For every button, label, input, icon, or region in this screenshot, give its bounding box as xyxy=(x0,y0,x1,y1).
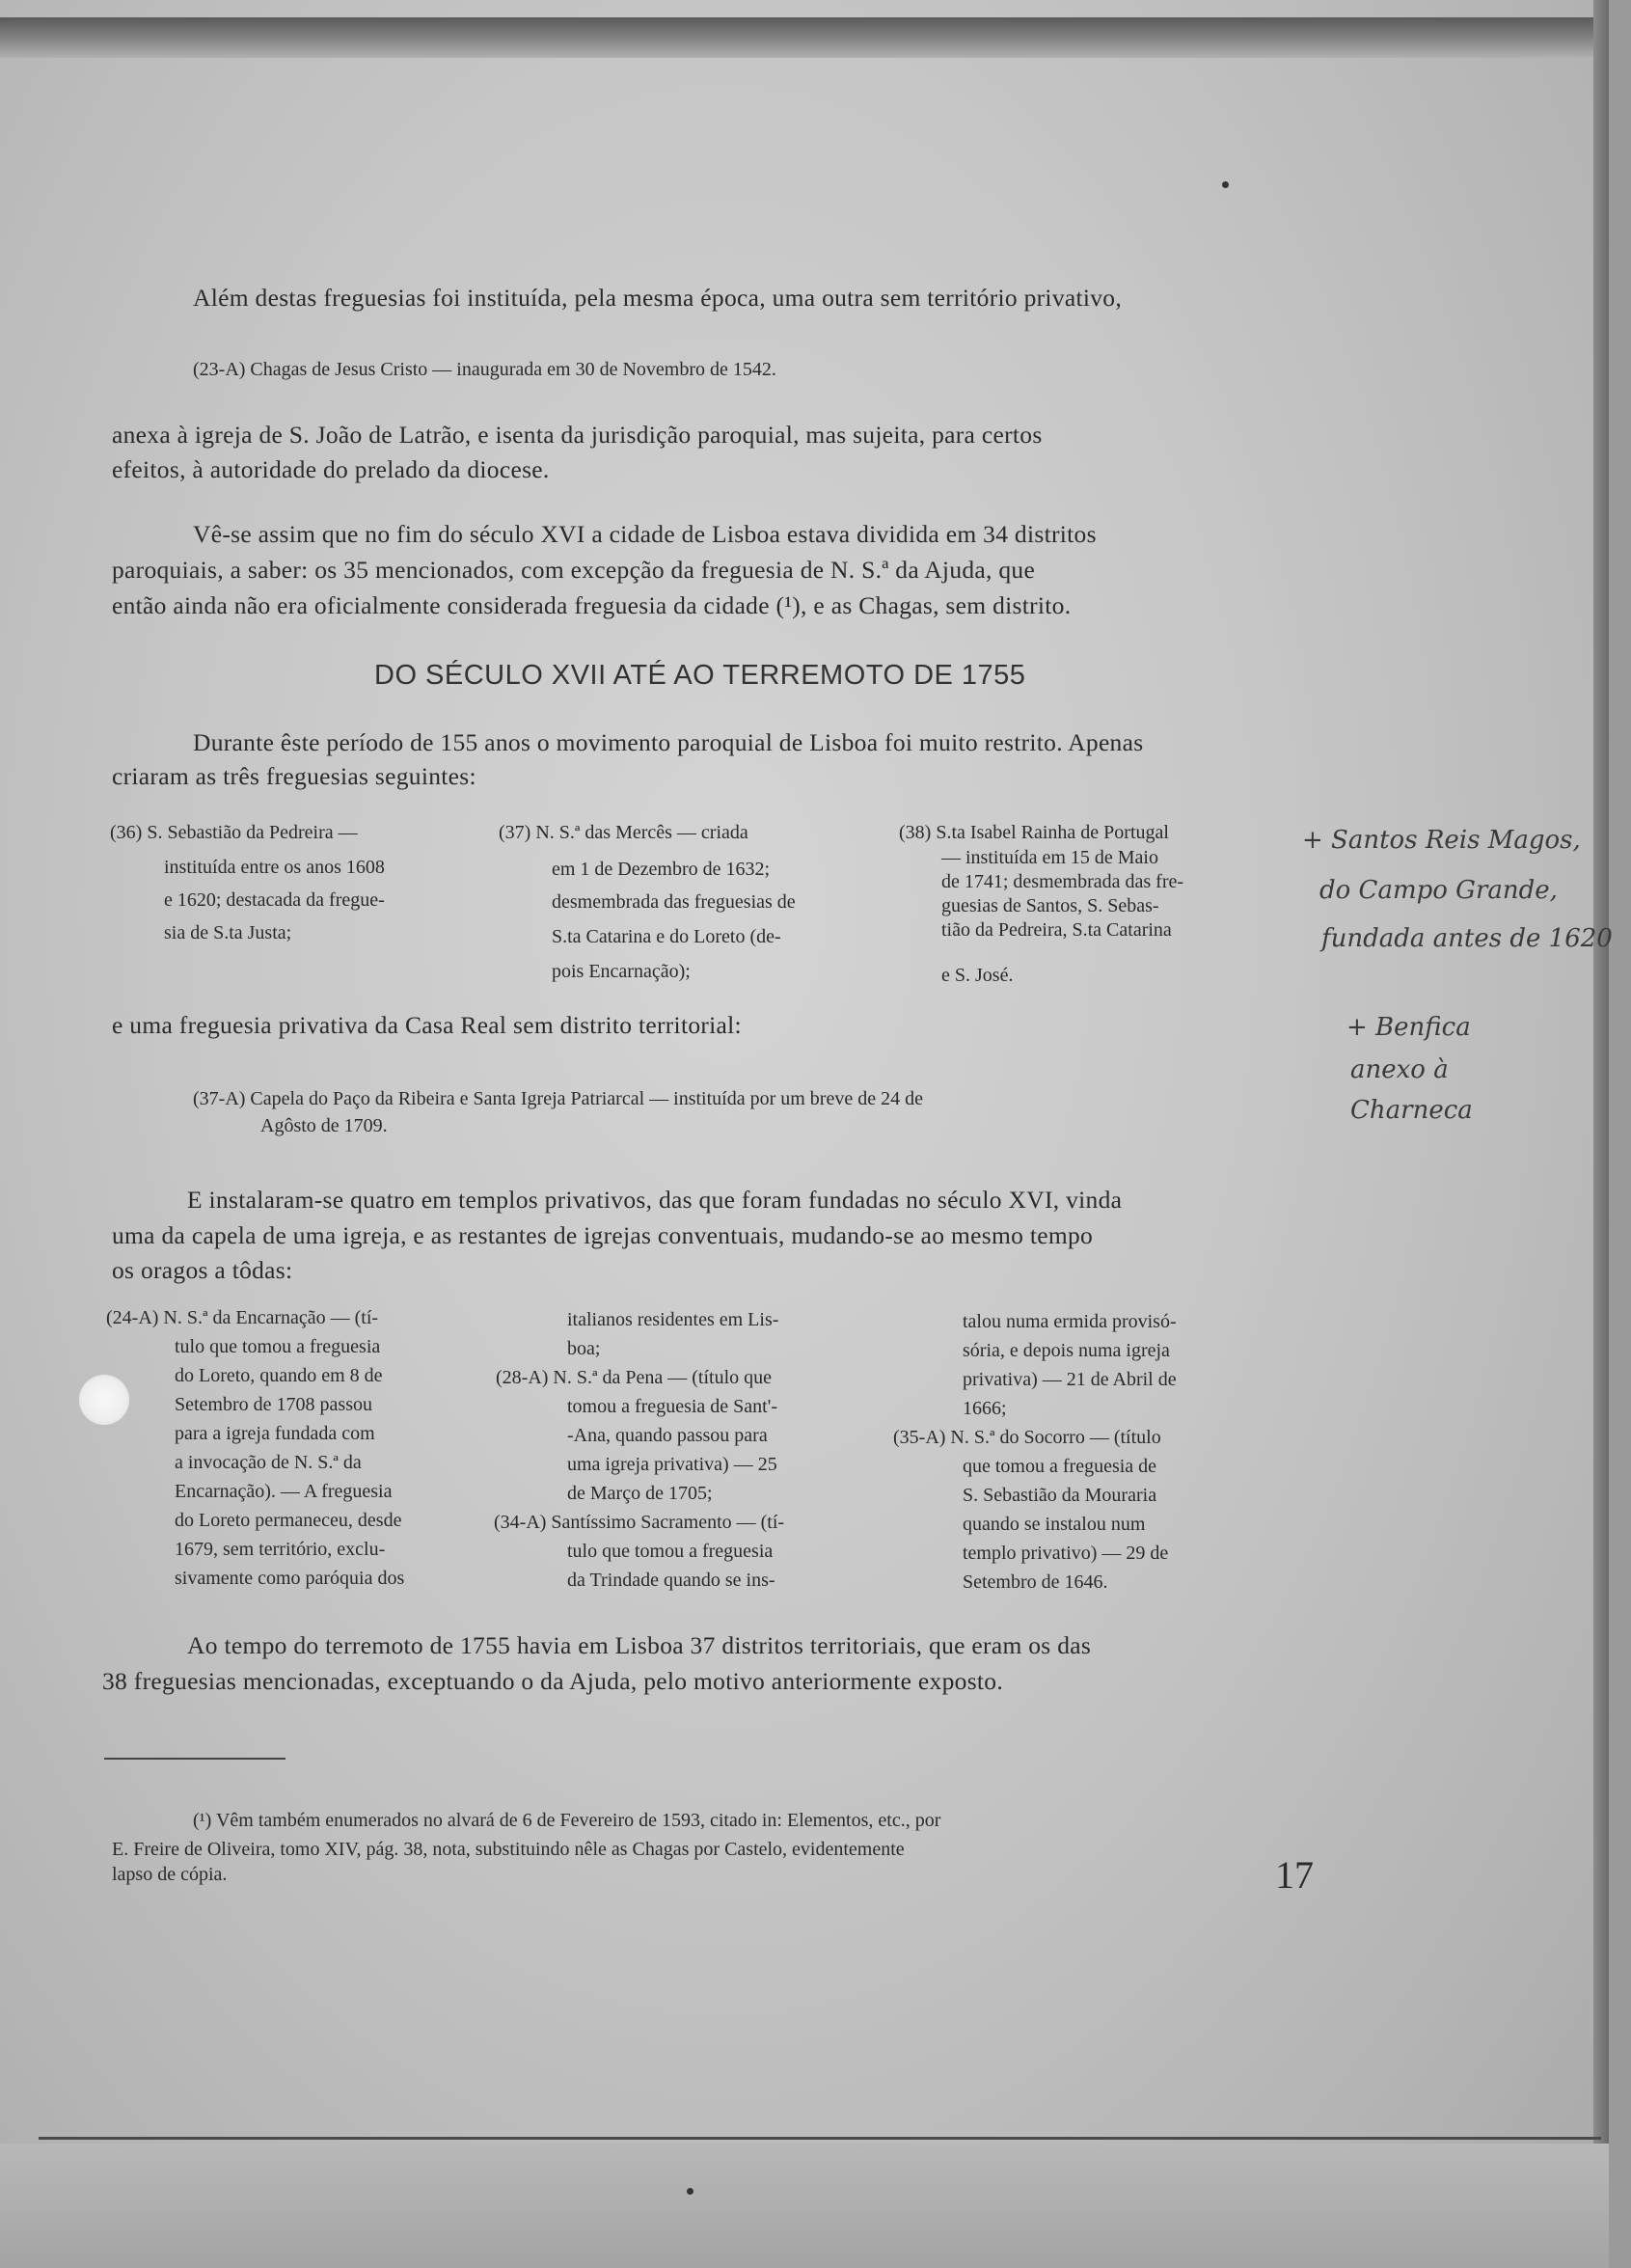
list-line: guesias de Santos, S. Sebas- xyxy=(941,895,1159,916)
list-line: Setembro de 1646. xyxy=(963,1571,1108,1593)
para2-line-3: então ainda não era oficialmente considerada freguesia da cidade (¹), e as Chagas, sem distrito. xyxy=(112,591,1072,619)
list-line: (28-A) N. S.ª da Pena — (título que xyxy=(496,1367,773,1388)
list-line: privativa) — 21 de Abril de xyxy=(963,1369,1177,1390)
para5-line-3: os oragos a tôdas: xyxy=(112,1256,293,1284)
list-line: — instituída em 15 de Maio xyxy=(941,847,1158,868)
para6-line-2: 38 freguesias mencionadas, exceptuando o da Ajuda, pelo motivo anteriormente exposto. xyxy=(102,1667,1004,1695)
list-line: a invocação de N. S.ª da xyxy=(175,1452,362,1473)
list-line: tomou a freguesia de Sant'- xyxy=(567,1396,777,1417)
list-line: Encarnação). — A freguesia xyxy=(175,1481,393,1502)
list-line: instituída entre os anos 1608 xyxy=(164,857,385,878)
list-line: (37) N. S.ª das Mercês — criada xyxy=(499,822,748,843)
handwriting-line: do Campo Grande, xyxy=(1319,876,1558,905)
list-line: tião da Pedreira, S.ta Catarina xyxy=(941,919,1172,941)
list-line: tulo que tomou a freguesia xyxy=(567,1541,774,1562)
intro-line-1: Além destas freguesias foi instituída, pela mesma época, uma outra sem território privativo, xyxy=(193,284,1123,312)
para5-line-2: uma da capela de uma igreja, e as restantes de igrejas conventuais, mudando-se ao mesmo tempo xyxy=(112,1221,1094,1249)
scan-bottom-line xyxy=(39,2137,1601,2140)
list-line: italianos residentes em Lis- xyxy=(567,1309,779,1330)
footnote-rule xyxy=(104,1758,285,1760)
list-line: pois Encarnação); xyxy=(552,961,691,982)
list-line: (24-A) N. S.ª da Encarnação — (tí- xyxy=(106,1307,379,1328)
para3-line-2: criaram as três freguesias seguintes: xyxy=(112,762,476,790)
list-line: e 1620; destacada da fregue- xyxy=(164,889,385,911)
list-line: talou numa ermida provisó- xyxy=(963,1311,1177,1332)
list-line: S.ta Catarina e do Loreto (de- xyxy=(552,926,781,947)
list-line: S. Sebastião da Mouraria xyxy=(963,1485,1157,1506)
list-line: -Ana, quando passou para xyxy=(567,1425,768,1446)
list-line: uma igreja privativa) — 25 xyxy=(567,1454,777,1475)
para6-line-1: Ao tempo do terremoto de 1755 havia em Lisboa 37 distritos territoriais, que eram os das xyxy=(187,1631,1092,1659)
list-line: 1666; xyxy=(963,1398,1007,1419)
list-line: de 1741; desmembrada das fre- xyxy=(941,871,1184,892)
list-line: sia de S.ta Justa; xyxy=(164,922,292,943)
para2-line-1: Vê-se assim que no fim do século XVI a cidade de Lisboa estava dividida em 34 distritos xyxy=(193,520,1097,548)
list-line: do Loreto, quando em 8 de xyxy=(175,1365,383,1386)
handwriting-line: anexo à xyxy=(1350,1055,1449,1084)
list-line: (35-A) N. S.ª do Socorro — (título xyxy=(893,1427,1161,1448)
list-line: sivamente como paróquia dos xyxy=(175,1568,405,1589)
list-line: em 1 de Dezembro de 1632; xyxy=(552,859,771,880)
intro-line-3: efeitos, à autoridade do prelado da diocese. xyxy=(112,455,550,483)
entry-37a-line-2: Agôsto de 1709. xyxy=(260,1115,388,1136)
section-heading: DO SÉCULO XVII ATÉ AO TERREMOTO DE 1755 xyxy=(374,660,1026,691)
para2-line-2: paroquiais, a saber: os 35 mencionados, com excepção da freguesia de N. S.ª da Ajuda, que xyxy=(112,556,1036,584)
list-line: tulo que tomou a freguesia xyxy=(175,1336,381,1357)
handwriting-line: Charneca xyxy=(1350,1096,1473,1125)
footnote-line-3: lapso de cópia. xyxy=(112,1864,228,1885)
list-line: 1679, sem território, exclu- xyxy=(175,1539,386,1560)
list-line: quando se instalou num xyxy=(963,1514,1146,1535)
speck-mark xyxy=(1222,181,1229,188)
list-line: Setembro de 1708 passou xyxy=(175,1394,372,1415)
handwriting-line: + Benfica xyxy=(1346,1013,1471,1042)
scan-right-edge xyxy=(1593,0,1609,2268)
para5-line-1: E instalaram-se quatro em templos privativos, das que foram fundadas no século XVI, vinda xyxy=(187,1186,1123,1214)
list-line: desmembrada das freguesias de xyxy=(552,891,796,913)
handwriting-line: fundada antes de 1620 xyxy=(1321,924,1613,953)
scan-top-edge xyxy=(0,17,1609,58)
list-line: para a igreja fundada com xyxy=(175,1423,375,1444)
list-line: sória, e depois numa igreja xyxy=(963,1340,1170,1361)
list-line: (38) S.ta Isabel Rainha de Portugal xyxy=(899,822,1169,843)
list-line: (36) S. Sebastião da Pedreira — xyxy=(110,822,358,843)
list-line: (34-A) Santíssimo Sacramento — (tí- xyxy=(494,1512,785,1533)
list-line: templo privativo) — 29 de xyxy=(963,1543,1169,1564)
list-line: que tomou a freguesia de xyxy=(963,1456,1157,1477)
punch-hole xyxy=(79,1375,129,1425)
scan-bottom-edge xyxy=(0,2144,1609,2268)
footnote-line-2: E. Freire de Oliveira, tomo XIV, pág. 38, nota, substituindo nêle as Chagas por Castelo, evidentemente xyxy=(112,1839,905,1860)
list-line: boa; xyxy=(567,1338,601,1359)
list-line: e S. José. xyxy=(941,965,1014,986)
speck-mark xyxy=(687,2188,693,2195)
intro-line-2: anexa à igreja de S. João de Latrão, e isenta da jurisdição paroquial, mas sujeita, para certos xyxy=(112,421,1043,449)
page-number: 17 xyxy=(1275,1853,1314,1897)
entry-23a: (23-A) Chagas de Jesus Cristo — inaugurada em 30 de Novembro de 1542. xyxy=(193,359,776,380)
list-line: de Março de 1705; xyxy=(567,1483,713,1504)
entry-37a-line-1: (37-A) Capela do Paço da Ribeira e Santa Igreja Patriarcal — instituída por um breve de 24 de xyxy=(193,1088,923,1109)
list-line: da Trindade quando se ins- xyxy=(567,1570,775,1591)
para3-line-1: Durante êste período de 155 anos o movimento paroquial de Lisboa foi muito restrito. Apenas xyxy=(193,728,1144,756)
footnote-line-1: (¹) Vêm também enumerados no alvará de 6 de Fevereiro de 1593, citado in: Elementos, etc., por xyxy=(193,1810,941,1831)
list-line: do Loreto permaneceu, desde xyxy=(175,1510,402,1531)
handwriting-line: + Santos Reis Magos, xyxy=(1302,826,1581,855)
para4: e uma freguesia privativa da Casa Real sem distrito territorial: xyxy=(112,1011,742,1039)
